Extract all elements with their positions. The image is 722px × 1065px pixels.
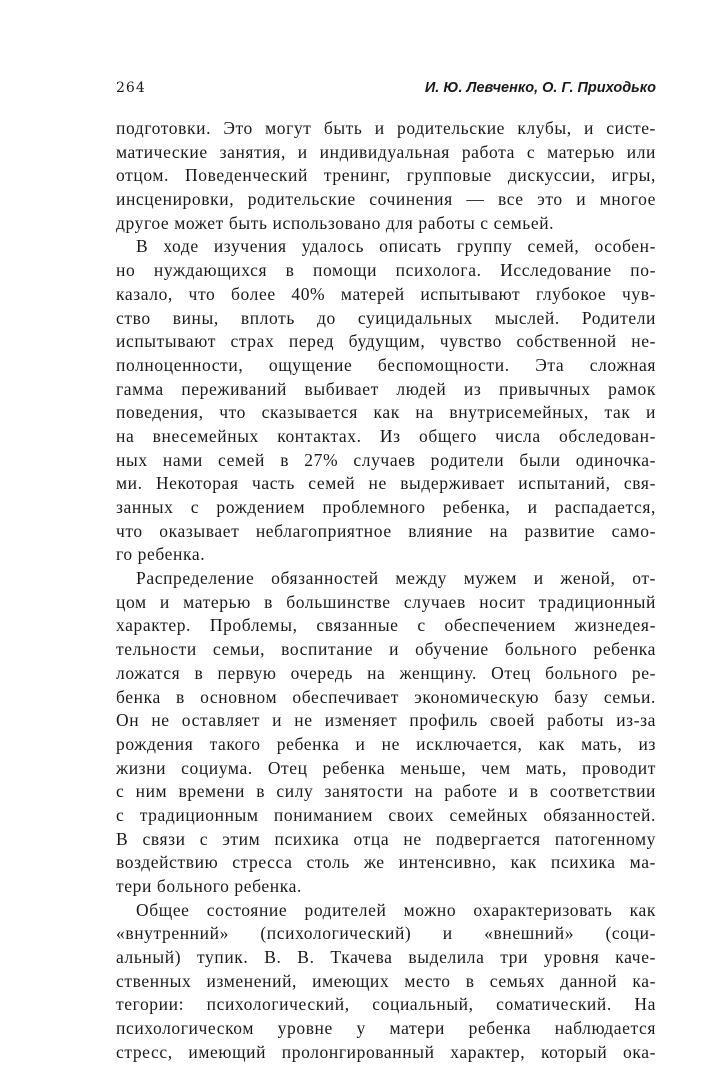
text-line: Распределение обязанностей между мужем и женой, от- [136, 568, 656, 589]
text-line: тери больного ребенка. [116, 876, 302, 896]
text-line: рождения такого ребенка и не исключается, как мать, из [116, 733, 656, 754]
text-line: стресс, имеющий пролонгированный характер, который ока- [116, 1041, 656, 1062]
text-line: Он не оставляет и не изменяет профиль своей работы из-за [116, 710, 656, 731]
text-line: ственных изменений, имеющих место в семьях данной ка- [116, 970, 656, 991]
text-line: другое может быть использовано для работы с семьей. [116, 212, 555, 233]
text-line: альный) тупик. В. В. Ткачева выделила три уровня каче- [116, 947, 656, 968]
text-line: занных с рождением проблемного ребенка, и распадается, [116, 497, 656, 517]
text-line: гамма переживаний выбивает людей из привычных рамок [116, 378, 656, 399]
text-line: поведения, что сказывается как на внутрисемейных, так и [116, 402, 656, 423]
text-line: психологическом уровне у матери ребенка наблюдается [116, 1018, 656, 1039]
text-line: жизни социума. Отец ребенка меньше, чем мать, проводит [116, 757, 656, 778]
text-line: ных нами семей в 27% случаев родители были одиночка- [116, 449, 656, 470]
page-number: 264 [116, 80, 146, 96]
text-line: ми. Некоторая часть семей не выдерживает испытаний, свя- [116, 473, 656, 494]
running-head-authors: И. Ю. Левченко, О. Г. Приходько [424, 80, 656, 96]
text-line: цом и матерью в большинстве случаев носит традиционный [116, 591, 656, 612]
text-line: полноценности, ощущение беспомощности. Эта сложная [116, 354, 656, 375]
text-line: но нуждающихся в помощи психолога. Исследование по- [116, 260, 656, 281]
text-line: на внесемейных контактах. Из общего числа обследован- [116, 425, 656, 446]
text-line: что оказывает неблагоприятное влияние на развитие само- [116, 520, 656, 541]
running-head [116, 80, 656, 102]
text-line: «внутренний» (психологический) и «внешний» (соци- [116, 923, 656, 944]
text-line: с традиционным пониманием своих семейных обязанностей. [116, 804, 656, 825]
text-line: отцом. Поведенческий тренинг, групповые дискуссии, игры, [116, 165, 656, 186]
text-line: казало, что более 40% матерей испытывают глубокое чув- [116, 283, 656, 304]
text-line: го ребенка. [116, 544, 206, 565]
text-line: тельности семьи, воспитание и обучение больного ребенка [116, 639, 656, 660]
body-text [116, 117, 656, 1065]
text-line: инсценировки, родительские сочинения — все это и многое [116, 189, 656, 210]
text-line: матические занятия, и индивидуальная работа с матерью или [116, 141, 656, 162]
text-line: В ходе изучения удалось описать группу семей, особен- [136, 236, 656, 257]
text-line: ложатся в первую очередь на женщину. Отец больного ре- [116, 662, 656, 683]
text-line: ство вины, вплоть до суицидальных мыслей. Родители [116, 307, 656, 328]
text-line: бенка в основном обеспечивает экономическую базу семьи. [116, 686, 656, 707]
text-line: воздействию стресса столь же интенсивно, как психика ма- [116, 852, 656, 873]
text-line: тегории: психологический, социальный, соматический. На [116, 994, 656, 1015]
text-line: характер. Проблемы, связанные с обеспечением жизнедея- [116, 615, 656, 636]
text-line: испытывают страх перед будущим, чувство собственной не- [116, 331, 656, 352]
text-line: подготовки. Это могут быть и родительские клубы, и систе- [116, 118, 656, 138]
text-line: В связи с этим психика отца не подвергается патогенному [116, 828, 656, 849]
text-line: Общее состояние родителей можно охарактеризовать как [136, 899, 656, 920]
text-line: с ним времени в силу занятости на работе и в соответствии [116, 781, 656, 802]
